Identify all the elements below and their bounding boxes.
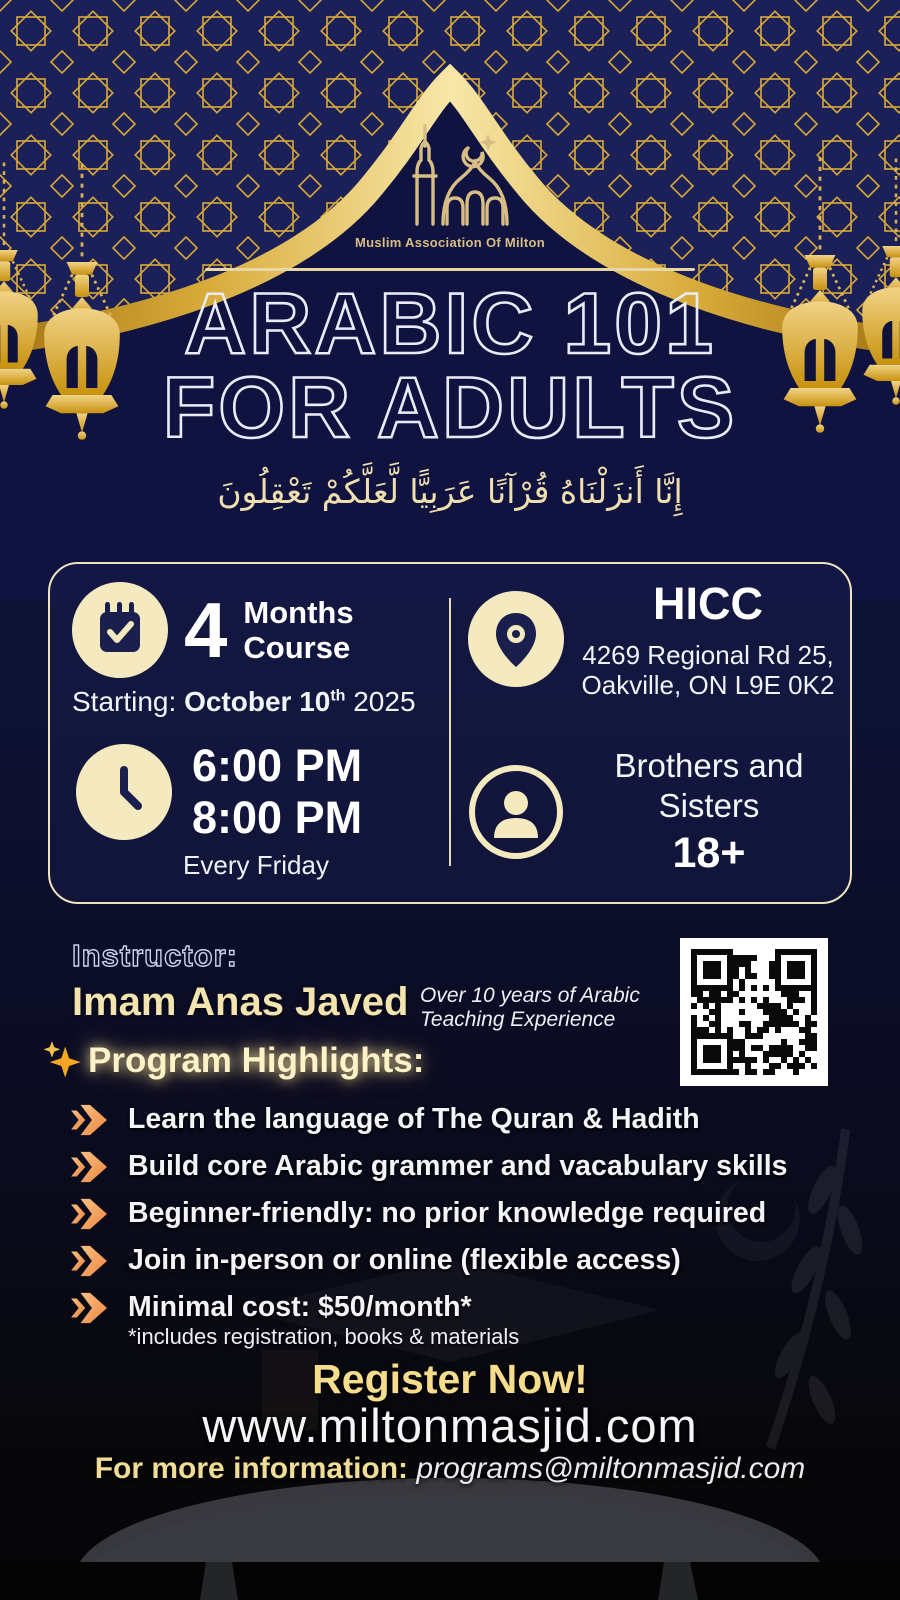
location-pin-icon (468, 591, 564, 687)
website-link[interactable]: www.miltonmasjid.com (202, 1399, 698, 1452)
sparkles-icon (42, 1040, 84, 1082)
quran-verse: إِنَّا أَنزَلْنَاهُ قُرْآنًا عَرَبِيًّا لَّعَلَّكُمْ تَعْقِلُونَ (217, 472, 683, 511)
mosque-logo (350, 120, 550, 250)
org-name: Muslim Association Of Milton (355, 235, 545, 250)
duration-label-line2: Course (243, 630, 351, 665)
highlights-heading: Program Highlights: (42, 1040, 424, 1082)
frequency: Every Friday (183, 850, 329, 880)
instructor-experience: Over 10 years of Arabic Teaching Experience (420, 984, 640, 1032)
instructor-label: Instructor: (72, 938, 238, 973)
highlight-list (70, 1096, 870, 1331)
highlight-item: Learn the language of The Quran & Hadith (70, 1096, 870, 1143)
address-line1: 4269 Regional Rd 25, (582, 640, 834, 670)
arrow-bullet-icon (70, 1244, 110, 1278)
audience-cell (468, 746, 838, 878)
duration-number: 4 (184, 586, 228, 674)
highlight-item: Build core Arabic grammer and vacabulary skills (70, 1143, 870, 1190)
highlight-item: Join in-person or online (flexible access) (70, 1237, 870, 1284)
arrow-bullet-icon (70, 1150, 110, 1184)
title-divider (205, 268, 695, 271)
title-line1: ARABIC 101 (184, 276, 716, 372)
contact-line (0, 1452, 900, 1486)
contact-prefix: For more information: (94, 1452, 417, 1485)
instructor-name: Imam Anas Javed (72, 980, 409, 1024)
audience-line2: Sisters (658, 786, 760, 824)
audience-line1: Brothers and (614, 747, 804, 784)
starting-date: Starting: October 10th 2025 (72, 686, 416, 717)
audience-age: 18+ (672, 829, 746, 878)
arrow-bullet-icon (70, 1103, 110, 1137)
time-end: 8:00 PM (192, 792, 363, 844)
location-name: HICC (653, 578, 763, 629)
title-line2: FOR ADULTS (162, 360, 738, 457)
time-start: 6:00 PM (192, 740, 363, 791)
qr-code (680, 938, 828, 1086)
highlight-item: Minimal cost: $50/month* (70, 1284, 870, 1331)
duration-cell (72, 582, 432, 678)
address-line2: Oakville, ON L9E 0K2 (581, 670, 835, 701)
register-cta: Register Now! (312, 1356, 588, 1402)
card-divider (449, 598, 451, 866)
person-icon (468, 764, 564, 860)
clock-icon (76, 744, 172, 840)
cost-note: *includes registration, books & materials (128, 1324, 520, 1349)
page-title (0, 276, 900, 457)
qr-code-grid (691, 949, 817, 1075)
location-cell (468, 578, 838, 700)
calendar-icon (72, 582, 168, 678)
duration-label-line1: Months (243, 594, 354, 630)
time-cell (76, 740, 446, 844)
highlight-item: Beginner-friendly: no prior knowledge required (70, 1190, 870, 1237)
mosque-logo-icon (350, 120, 550, 228)
contact-email[interactable]: programs@miltonmasjid.com (416, 1452, 806, 1485)
arrow-bullet-icon (70, 1291, 110, 1325)
arrow-bullet-icon (70, 1197, 110, 1231)
